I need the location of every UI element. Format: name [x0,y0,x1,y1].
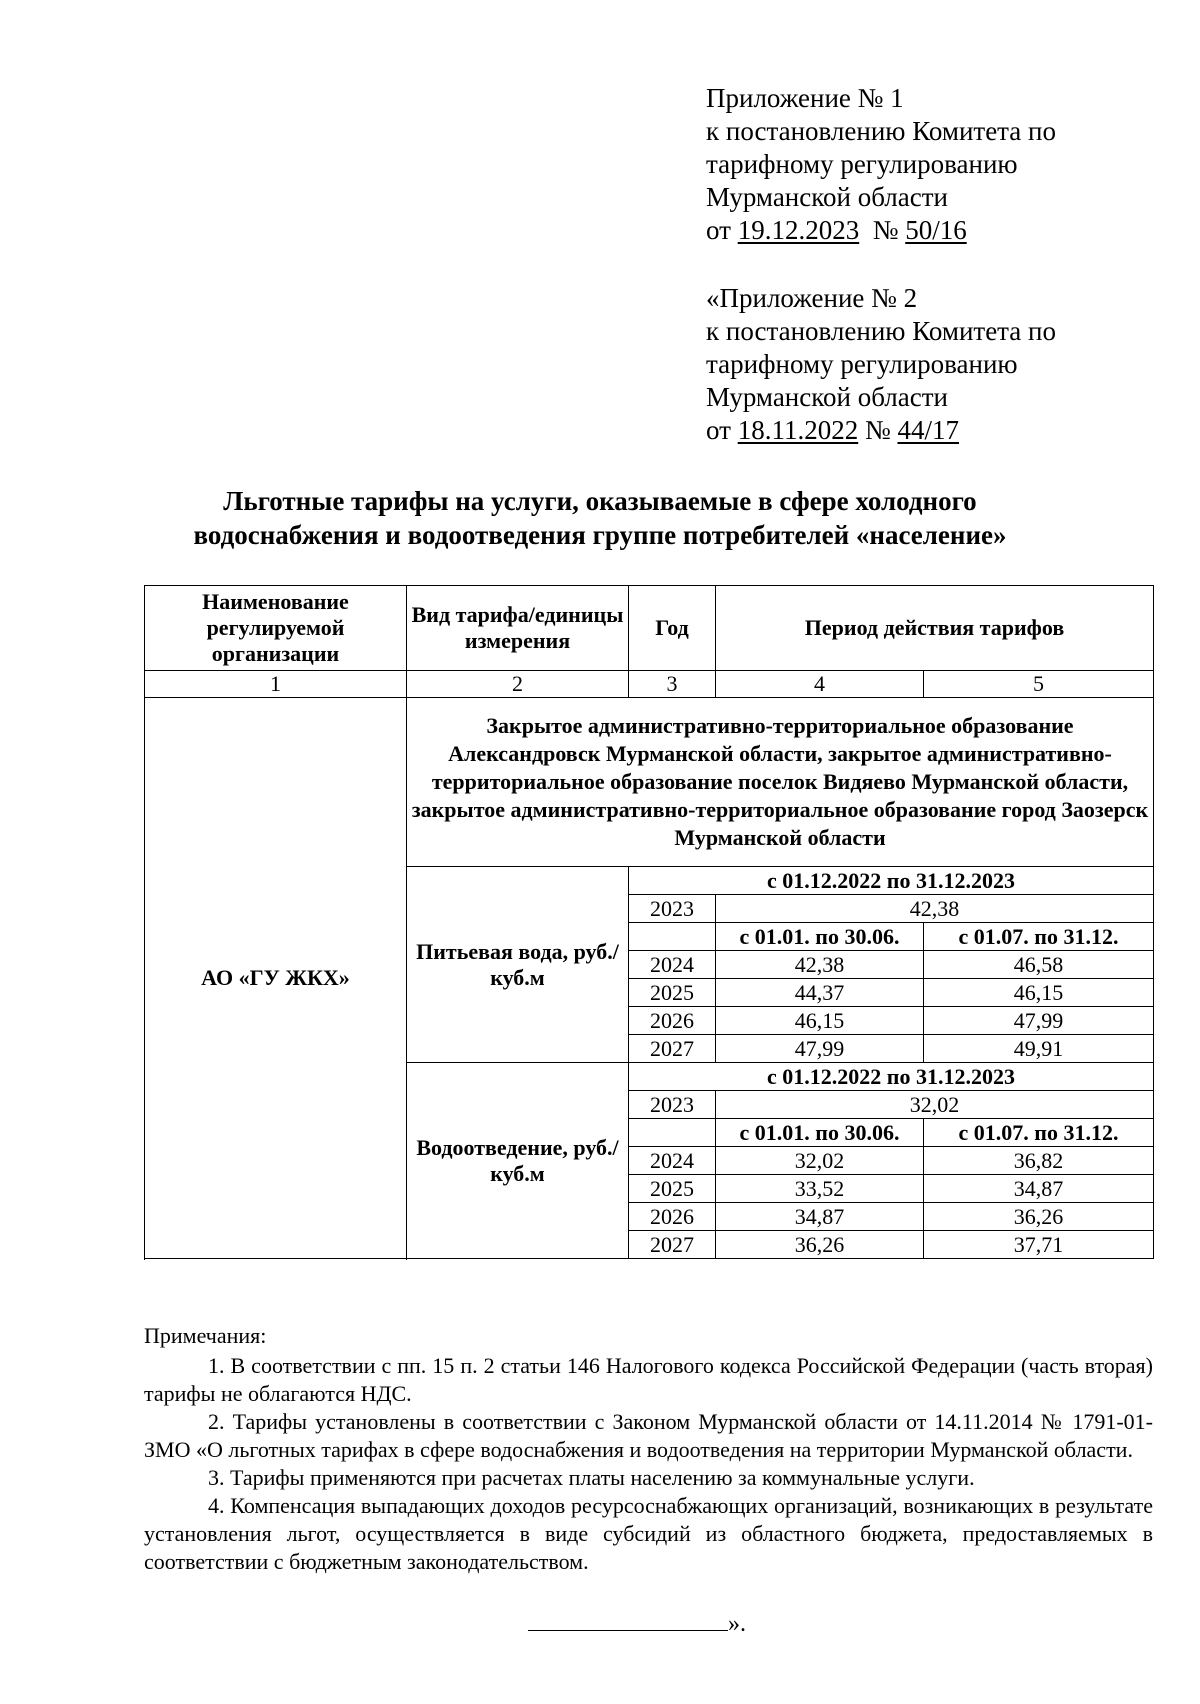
water-halves-empty [629,923,716,951]
annex-1-line2: к постановлению Комитета по [706,116,1056,146]
sewer-h1: 32,02 [716,1147,924,1175]
water-half2-header: с 01.07. по 31.12. [924,923,1154,951]
annex-1-line3: тарифному регулированию [706,149,1018,179]
table-header-row [145,586,1154,671]
sewer-half1-header: с 01.01. по 30.06. [716,1119,924,1147]
sewer-2023-year: 2023 [629,1091,716,1119]
water-year: 2024 [629,951,716,979]
sewer-half2-header: с 01.07. по 31.12. [924,1119,1154,1147]
annex-2-date-prefix: от [706,415,738,445]
water-2023-value: 42,38 [716,895,1154,923]
col-number-3: 3 [629,671,716,698]
column-number-row [145,671,1154,698]
sewer-h1: 33,52 [716,1175,924,1203]
sewer-year: 2027 [629,1231,716,1259]
document-title [150,484,1050,552]
closing-line [528,1610,746,1638]
header-year: Год [629,586,716,671]
annex-2-line4: Мурманской области [706,382,948,412]
header-period: Период действия тарифов [716,586,1154,671]
annex-2-num-prefix: № [858,415,898,445]
tariff-table [144,585,1154,1259]
annex-2-date-line [706,414,1056,447]
col-number-4: 4 [716,671,924,698]
signature-underline [528,1610,728,1631]
water-h2: 47,99 [924,1007,1154,1035]
document-title-line2: водоснабжения и водоотведения группе потребителей «население» [193,520,1007,550]
annex-2-block [706,282,1056,447]
annex-1-line4: Мурманской области [706,182,948,212]
annex-2-line3: тарифному регулированию [706,349,1018,379]
annex-1-block [706,82,1056,247]
col-number-5: 5 [924,671,1154,698]
document-title-line1: Льготные тарифы на услуги, оказываемые в сфере холодного [223,486,977,516]
annex-1-number: 50/16 [905,215,967,245]
water-h1: 46,15 [716,1007,924,1035]
sewer-h2: 34,87 [924,1175,1154,1203]
sewer-halves-empty [629,1119,716,1147]
sewer-period-header: с 01.12.2022 по 31.12.2023 [629,1063,1154,1091]
col-number-1: 1 [145,671,407,698]
water-2023-year: 2023 [629,895,716,923]
annex-2-line1: «Приложение № 2 [706,283,918,313]
note-item: 2. Тарифы установлены в соответствии с Законом Мурманской области от 14.11.2014 № 1791-01-ЗМО «О льготных тарифах в сфере водоснабжения и водоотведения на территории Мурманской области. [144,1409,1153,1462]
col-number-2: 2 [407,671,629,698]
annex-2-line2: к постановлению Комитета по [706,316,1056,346]
note-item: 1. В соответствии с пп. 15 п. 2 статьи 146 Налогового кодекса Российской Федерации (часть вторая) тарифы не облагаются НДС. [144,1353,1153,1406]
sewer-h1: 36,26 [716,1231,924,1259]
annex-1-line1: Приложение № 1 [706,83,904,113]
annex-1-date: 19.12.2023 [737,215,860,245]
annex-1-date-prefix: от [706,215,738,245]
header-org: Наименование регулируемой организации [145,586,407,671]
water-label: Питьевая вода, руб./куб.м [407,867,629,1063]
notes-block [144,1322,1153,1576]
sewer-h2: 36,26 [924,1203,1154,1231]
sewer-h2: 37,71 [924,1231,1154,1259]
region-cell: Закрытое административно-территориальное образование Александровск Мурманской области, закрытое административно-территориальное образование поселок Видяево Мурманской области, закрытое административно-территориальное образование город Заозерск Мурманской области [407,698,1154,867]
water-year: 2027 [629,1035,716,1063]
water-half1-header: с 01.01. по 30.06. [716,923,924,951]
water-year: 2026 [629,1007,716,1035]
annex-2-date: 18.11.2022 [737,415,859,445]
sewer-label: Водоотведение, руб./куб.м [407,1063,629,1259]
water-h1: 42,38 [716,951,924,979]
notes-caption: Примечания: [144,1323,267,1348]
water-h1: 47,99 [716,1035,924,1063]
sewer-2023-value: 32,02 [716,1091,1154,1119]
note-item: 3. Тарифы применяются при расчетах платы населению за коммунальные услуги. [208,1465,975,1490]
annex-2-number: 44/17 [897,415,959,445]
water-year: 2025 [629,979,716,1007]
water-h1: 44,37 [716,979,924,1007]
water-h2: 46,58 [924,951,1154,979]
water-h2: 49,91 [924,1035,1154,1063]
closing-quote: ». [728,1611,746,1637]
sewer-year: 2026 [629,1203,716,1231]
water-period-header: с 01.12.2022 по 31.12.2023 [629,867,1154,895]
note-item: 4. Компенсация выпадающих доходов ресурсоснабжающих организаций, возникающих в результате установления льгот, осуществляется в виде субсидий из областного бюджета, предоставляемых в соответствии с бюджетным законодательством. [144,1493,1153,1574]
annex-1-num-prefix: № [859,215,906,245]
region-row [145,698,1154,867]
header-tariff-type: Вид тарифа/единицы измерения [407,586,629,671]
sewer-h2: 36,82 [924,1147,1154,1175]
water-h2: 46,15 [924,979,1154,1007]
sewer-year: 2025 [629,1175,716,1203]
annex-1-date-line [706,214,1056,247]
organization-cell: АО «ГУ ЖКХ» [145,698,407,1259]
sewer-h1: 34,87 [716,1203,924,1231]
sewer-year: 2024 [629,1147,716,1175]
